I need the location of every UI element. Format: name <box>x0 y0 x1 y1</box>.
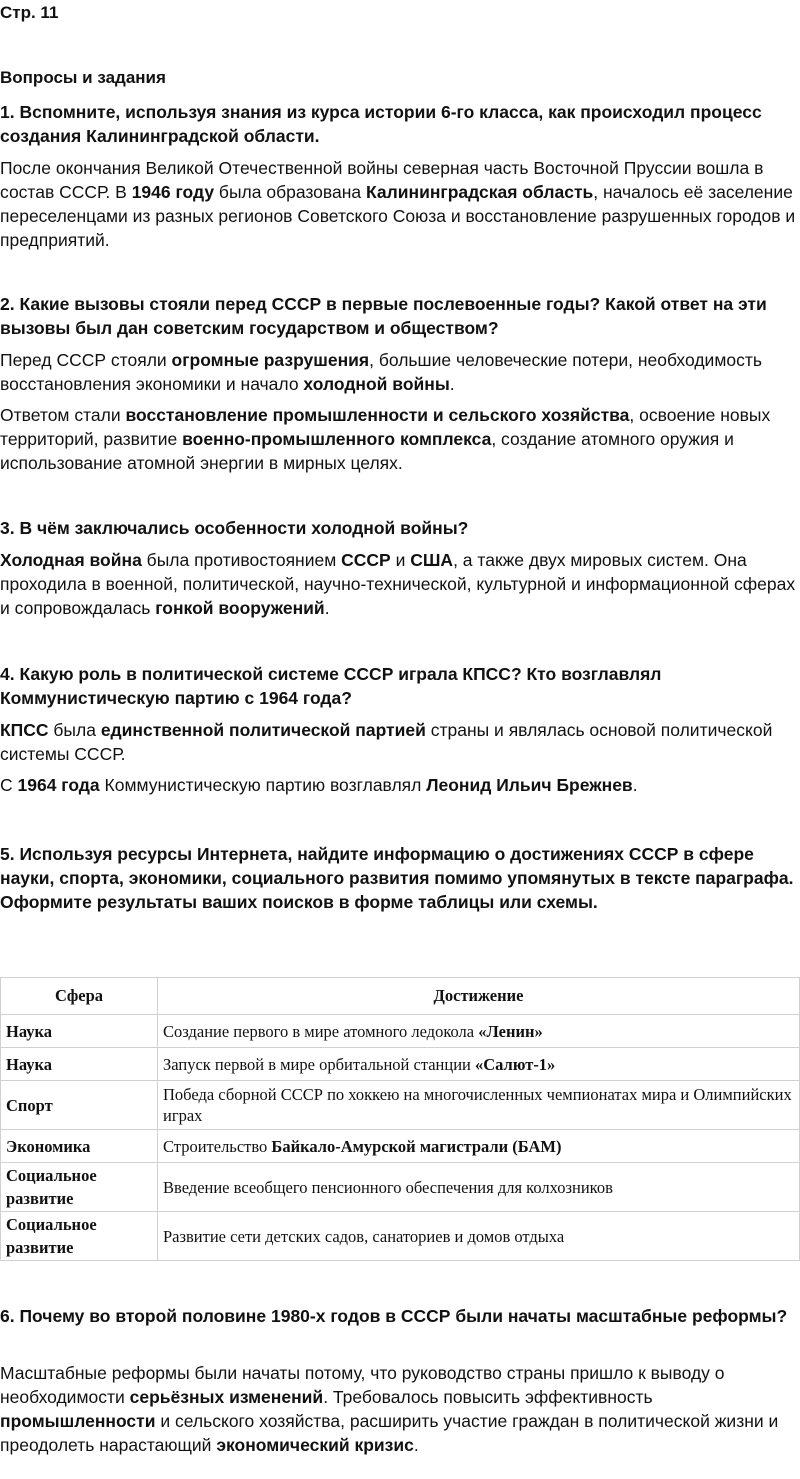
text-run: После окончания Великой Отечественной войны северная часть Восточной Пруссии вошла в состав СССР. В <box>0 158 764 202</box>
question-4: 4. Какую роль в политической системе СССР играла КПСС? Кто возглавлял Коммунистическую партию с 1964 года? <box>0 664 662 708</box>
table-row <box>1 1081 800 1130</box>
achievement-cell <box>158 1015 800 1048</box>
bold-text: 1964 года <box>17 775 100 795</box>
bold-text: Байкало-Амурской магистрали (БАМ) <box>271 1136 562 1156</box>
answer-2-part-2 <box>0 403 798 475</box>
table-header-row <box>1 978 800 1015</box>
bold-text: 1946 году <box>131 182 215 202</box>
text-run: . <box>324 598 330 618</box>
answer-4-part-1 <box>0 718 798 766</box>
text-run: , а также двух мировых систем. Она проходила в военной, политической, научно-технической, культурной и информационной сферах и сопровождалась <box>0 550 796 618</box>
answer-4-part-2 <box>0 773 798 797</box>
achievement-cell <box>158 1048 800 1081</box>
text-run: была образована <box>214 182 367 202</box>
achievement-cell <box>158 1212 800 1261</box>
text-run: Победа сборной СССР по хоккею на многочисленных чемпионатах мира и Олимпийских играх <box>163 1085 792 1125</box>
sphere-cell: Социальное развитие <box>1 1212 158 1261</box>
bold-text: восстановление промышленности и сельского хозяйства <box>125 405 630 425</box>
table-row <box>1 1163 800 1212</box>
text-run: Создание первого в мире атомного ледокола <box>163 1021 479 1041</box>
sphere-cell: Наука <box>1 1015 158 1048</box>
bold-text: единственной политической партией <box>100 720 426 740</box>
header-achievement: Достижение <box>158 978 800 1015</box>
achievements-table <box>0 977 800 1261</box>
bold-text: военно-промышленного комплекса <box>182 429 492 449</box>
achievement-cell <box>158 1081 800 1130</box>
text-run: . Требовалось повысить эффективность <box>323 1387 653 1407</box>
text-run: Коммунистическую партию возглавлял <box>99 775 427 795</box>
answer-2-part-1 <box>0 348 798 396</box>
sphere-cell: Экономика <box>1 1130 158 1163</box>
text-run: Перед СССР стояли <box>0 350 172 370</box>
achievement-cell <box>158 1163 800 1212</box>
answer-3 <box>0 548 798 620</box>
text-run: Масштабные реформы были начаты потому, что руководство страны пришло к выводу о необходимости <box>0 1363 725 1407</box>
text-run: . <box>632 775 638 795</box>
text-run: , большие человеческие потери, необходимость восстановления экономики и начало <box>0 350 762 394</box>
table-row <box>1 1015 800 1048</box>
question-3: 3. В чём заключались особенности холодной войны? <box>0 518 469 538</box>
bold-text: огромные разрушения <box>171 350 370 370</box>
sphere-cell: Социальное развитие <box>1 1163 158 1212</box>
text-run: Введение всеобщего пенсионного обеспечения для колхозников <box>163 1177 613 1197</box>
text-run: , создание атомного оружия и использование атомной энергии в мирных целях. <box>0 429 734 473</box>
sphere-cell: Спорт <box>1 1081 158 1130</box>
text-run: и сельского хозяйства, расширить участие граждан в политической жизни и преодолеть нарастающий <box>0 1411 779 1455</box>
text-run: С <box>0 775 18 795</box>
bold-text: «Ленин» <box>478 1021 543 1041</box>
table-row <box>1 1212 800 1261</box>
text-run: Строительство <box>163 1136 272 1156</box>
text-run: , освоение новых территорий, развитие <box>0 405 771 449</box>
answer-1 <box>0 156 798 252</box>
table-row <box>1 1130 800 1163</box>
section-heading: Вопросы и задания <box>0 68 166 87</box>
bold-text: Холодная война <box>0 550 142 570</box>
header-sphere: Сфера <box>1 978 158 1015</box>
bold-text: серьёзных изменений <box>129 1387 324 1407</box>
text-run: Развитие сети детских садов, санаториев и домов отдыха <box>163 1226 565 1246</box>
bold-text: Леонид Ильич Брежнев <box>426 775 633 795</box>
question-5: 5. Используя ресурсы Интернета, найдите информацию о достижениях СССР в сфере науки, спорта, экономики, социального развития помимо упомянутых в тексте параграфа. Оформите результаты ваших поисков в форме таблицы или схемы. <box>0 844 794 912</box>
page-number: Стр. 11 <box>0 3 59 22</box>
text-run: страны и являлась основой политической системы СССР. <box>0 720 773 764</box>
text-run: . <box>413 1435 419 1455</box>
answer-6 <box>0 1361 798 1457</box>
bold-text: холодной войны <box>303 374 450 394</box>
text-run: Запуск первой в мире орбитальной станции <box>163 1054 475 1074</box>
bold-text: США <box>410 550 454 570</box>
bold-text: КПСС <box>0 720 49 740</box>
question-1: 1. Вспомните, используя знания из курса истории 6-го класса, как происходил процесс создания Калининградской области. <box>0 102 762 146</box>
text-run: была противостоянием <box>141 550 342 570</box>
bold-text: гонкой вооружений <box>155 598 325 618</box>
bold-text: СССР <box>341 550 391 570</box>
bold-text: «Салют-1» <box>475 1054 556 1074</box>
bold-text: экономический кризис <box>216 1435 414 1455</box>
bold-text: промышленности <box>0 1411 156 1431</box>
text-run: . <box>449 374 455 394</box>
text-run: , началось её заселение переселенцами из разных регионов Советского Союза и восстановление разрушенных городов и предприятий. <box>0 182 796 250</box>
sphere-cell: Наука <box>1 1048 158 1081</box>
text-run: Ответом стали <box>0 405 126 425</box>
text-run: и <box>390 550 411 570</box>
achievement-cell <box>158 1130 800 1163</box>
bold-text: Калининградская область <box>366 182 594 202</box>
table-row <box>1 1048 800 1081</box>
question-2: 2. Какие вызовы стояли перед СССР в первые послевоенные годы? Какой ответ на эти вызовы был дан советским государством и обществом? <box>0 294 767 338</box>
text-run: была <box>48 720 101 740</box>
question-6: 6. Почему во второй половине 1980-х годов в СССР были начаты масштабные реформы? <box>0 1306 788 1326</box>
